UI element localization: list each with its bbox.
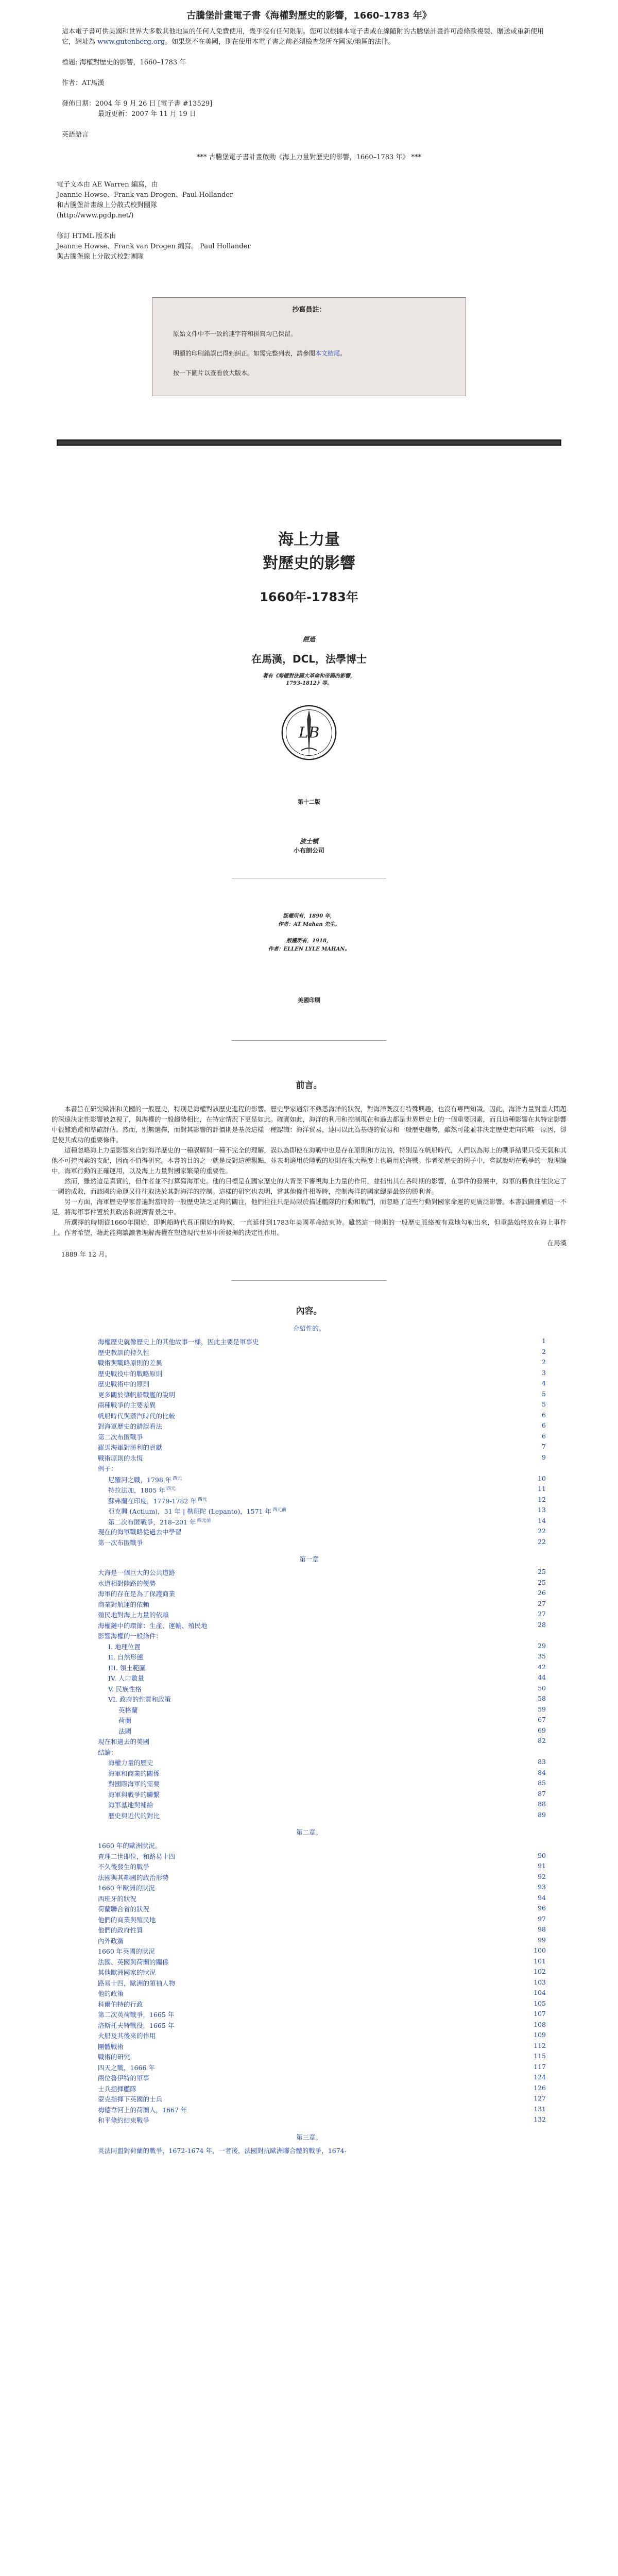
toc-page-number[interactable]: 101 [534, 1957, 546, 1965]
toc-entry[interactable] [52, 1357, 566, 1368]
toc-entry[interactable] [52, 1495, 566, 1505]
toc-page-number[interactable]: 82 [538, 1737, 546, 1744]
toc-page-number[interactable]: 22 [538, 1537, 546, 1546]
toc-entry-label[interactable]: 對海軍歷史的錯誤看法 [98, 1422, 163, 1430]
meta-title: 標題: 海權對歷史的影響，1660–1783 年 [62, 59, 186, 66]
toc-entry[interactable] [52, 1810, 566, 1821]
toc-page-number[interactable]: 117 [534, 2062, 546, 2071]
toc-page-number[interactable]: 92 [538, 1872, 546, 1880]
toc-entry-label[interactable]: 歷史戰術中的原則 [98, 1380, 150, 1388]
toc-era-label: 西元前 [197, 1518, 211, 1523]
toc-entry[interactable] [52, 1956, 566, 1967]
toc-entry-label[interactable]: III. 領土範圍 [108, 1664, 146, 1672]
toc-page-number[interactable]: 89 [538, 1810, 546, 1819]
toc-page-number[interactable]: 99 [538, 1936, 546, 1944]
toc-page-number[interactable]: 126 [534, 2083, 546, 2092]
toc-entry-label[interactable]: 他們的政府性質 [98, 1926, 143, 1934]
toc-entry[interactable] [52, 1903, 566, 1914]
toc-page-number[interactable]: 91 [538, 1862, 546, 1870]
toc-page-number[interactable]: 115 [534, 2052, 546, 2060]
toc-entry[interactable] [52, 1537, 566, 1548]
toc-page-number[interactable]: 25 [538, 1568, 546, 1575]
toc-page-number[interactable]: 42 [538, 1663, 546, 1671]
toc-entry-label[interactable]: 例子： [98, 1465, 117, 1472]
toc-entry-label[interactable]: 殖民地對海上力量的依賴 [98, 1611, 169, 1619]
toc-entry-label[interactable]: 荷蘭聯合省的狀況 [98, 1905, 150, 1913]
toc-entry-label[interactable]: 第二次英荷戰爭，1665 年 [98, 2011, 175, 2019]
toc-page-number[interactable]: 9 [542, 1453, 546, 1461]
toc-page-number[interactable]: 98 [538, 1925, 546, 1933]
toc-entry-label[interactable]: 對國際海軍的需要 [108, 1780, 160, 1788]
start-marker: *** 古騰堡電子書計畫啟動《海上力量對歷史的影響，1660–1783 年》 *** [196, 154, 422, 161]
toc-entry-label[interactable]: 現在的海軍戰略從過去中學習 [98, 1528, 182, 1536]
toc-era-label: 西元 [166, 1486, 176, 1492]
toc-entry[interactable] [52, 1347, 566, 1358]
preface-heading: 前言。 [296, 1080, 322, 1091]
toc-entry-label[interactable]: 第二次布匿戰爭 [98, 1433, 143, 1441]
toc-page-number[interactable]: 93 [538, 1883, 546, 1891]
toc-entry[interactable] [52, 2041, 566, 2052]
toc-group-heading[interactable]: 第三章。 [296, 2133, 322, 2141]
toc-page-number[interactable]: 104 [534, 1989, 546, 1996]
toc-entry-label[interactable]: 英格蘭 [118, 1706, 138, 1714]
toc-entry-label[interactable]: 更多關於槳帆船戰艦的說明 [98, 1391, 176, 1399]
toc-page-number[interactable]: 5 [542, 1389, 546, 1398]
table-of-contents [52, 1324, 566, 2155]
book-title-line: 對歷史的影響 [263, 554, 355, 572]
toc-page-number[interactable]: 28 [538, 1620, 546, 1629]
toc-entry-label[interactable]: 海軍的存在是為了保護商業 [98, 1590, 176, 1598]
toc-entry[interactable] [52, 2072, 566, 2083]
credit-line: (http://www.pgdp.net/) [57, 212, 134, 219]
toc-entry[interactable] [52, 1872, 566, 1883]
toc-entry[interactable] [52, 1672, 566, 1683]
toc-entry[interactable] [52, 1935, 566, 1946]
toc-entry[interactable] [52, 2104, 566, 2115]
toc-entry[interactable] [52, 1988, 566, 1998]
preface-paragraph: 然而，雖然這是真實的，但作者並不打算寫海軍史。他的目標是在國家歷史的大背景下審視海上力量的作用，並指出其在各時期的影響，在事件的發展中，海軍的勝負往往決定了一國的成敗，而該國的命運又往往取決於其對海洋的控制。這樣的研究也表明，當其他條件相等時，控制海洋的國家總是最終的勝利者。 [52, 1177, 567, 1195]
toc-entry[interactable] [52, 1768, 566, 1778]
toc-page-number[interactable]: 87 [538, 1789, 546, 1798]
toc-entry-label[interactable]: 歷史教訓的持久性 [98, 1348, 150, 1357]
toc-entry-label[interactable]: 火船及其後來的作用 [98, 2032, 156, 2040]
toc-entry[interactable] [52, 2093, 566, 2104]
toc-entry-label[interactable]: 海軍與戰爭的聯繫 [108, 1790, 160, 1799]
intro-text: 這本電子書可供美國和世界大多數其他地區的任何人免費使用，幾乎沒有任何限制。您可以根據本電子書或在線隨附的古騰堡計畫許可證條款複製、贈送或重新使用它，網址為 [62, 28, 544, 46]
toc-entry[interactable] [52, 1799, 566, 1810]
toc-entry-label[interactable]: IV. 人口數量 [108, 1674, 144, 1682]
toc-entry[interactable] [52, 1368, 566, 1379]
toc-entry-label[interactable]: 歷史與近代的對比 [108, 1811, 160, 1820]
toc-entry[interactable] [52, 1704, 566, 1715]
toc-entry-label[interactable]: 歷史戰役中的戰略原則 [98, 1369, 163, 1378]
toc-page-number[interactable]: 96 [538, 1904, 546, 1912]
credit-line: 電子文本由 AE Warren 編寫，由 [57, 181, 158, 189]
toc-entry[interactable] [52, 1778, 566, 1789]
preface-paragraph: 這種忽略海上力量影響來自對海洋歷史的一種誤解與一種不完全的理解，誤以為即使在海戰中也是存在原則和方法的，特別是在帆船時代，人們以為海上的戰爭結果只受天氣和其他不可控因素的支配，因而不值得研究。本書的目的之一就是反對這種觀點，並表明適用於陸戰的原則在很大程度上也適用於海戰。作者從歷史的例子中，嘗試說明在戰爭的一般理論中，海軍行動的正確運用，以及海上力量對國家繁榮的重要性。 [52, 1146, 567, 1175]
toc-page-number[interactable]: 27 [538, 1610, 546, 1618]
toc-entry-label[interactable]: 查理二世即位，和路易十四 [98, 1852, 176, 1860]
toc-entry[interactable] [52, 1882, 566, 1893]
toc-entry-label[interactable]: 法國、英國與荷蘭的關係 [98, 1958, 169, 1966]
toc-entry-label[interactable]: 1660 年的歐洲狀況。 [98, 1842, 162, 1850]
toc-entry-label[interactable]: 1660 年歐洲的狀況 [98, 1884, 155, 1892]
toc-entry[interactable] [52, 1840, 566, 1851]
toc-entry[interactable] [52, 1757, 566, 1768]
toc-page-number[interactable]: 4 [542, 1379, 546, 1387]
toc-entry[interactable] [52, 1588, 566, 1599]
toc-page-number[interactable]: 109 [534, 2031, 546, 2039]
book-title-line: 海上力量 [278, 531, 340, 549]
book-author: 在馬漢，DCL，法學博士 [251, 653, 367, 665]
toc-page-number[interactable]: 26 [538, 1589, 546, 1597]
toc-page-number[interactable]: 27 [538, 1599, 546, 1607]
ebook-metadata [62, 58, 566, 140]
toc-entry[interactable] [52, 1893, 566, 1904]
toc-entry-label[interactable]: 羅馬海軍對勝利的貢獻 [98, 1444, 163, 1451]
toc-entry[interactable] [52, 1484, 566, 1495]
toc-group-heading[interactable]: 第二章。 [296, 1828, 322, 1836]
toc-group-heading[interactable]: 第一章 [299, 1555, 319, 1563]
toc-entry[interactable] [52, 1945, 566, 1956]
toc-heading: 內容。 [296, 1306, 322, 1316]
toc-entry[interactable] [52, 1651, 566, 1662]
toc-page-number[interactable]: 29 [538, 1641, 546, 1650]
toc-entry-label[interactable]: 戰術的研究 [98, 2053, 130, 2061]
toc-entry[interactable] [52, 1567, 566, 1578]
toc-entry-label[interactable]: 海權歷史就像歷史上的其他故事一樣，因此主要是軍事史 [98, 1338, 259, 1346]
toc-page-number[interactable]: 6 [542, 1432, 546, 1440]
toc-entry[interactable] [52, 2051, 566, 2062]
toc-page-number[interactable]: 94 [538, 1893, 546, 1902]
toc-entry[interactable] [52, 2145, 566, 2156]
toc-page-number[interactable]: 107 [534, 2010, 546, 2018]
meta-language: 英語語言 [62, 131, 89, 139]
toc-page-number[interactable]: 6 [542, 1411, 546, 1419]
toc-entry[interactable] [52, 1977, 566, 1988]
rule [232, 1280, 386, 1281]
toc-entry[interactable] [52, 2009, 566, 2020]
toc-page-number[interactable]: 84 [538, 1768, 546, 1776]
toc-entry-label[interactable]: 海權鏈中的環節：生產、運輸、殖民地 [98, 1621, 208, 1630]
toc-page-number[interactable]: 2 [542, 1347, 546, 1355]
meta-updated: 最近更新：2007 年 11 月 19 日 [98, 110, 196, 118]
toc-entry-label[interactable]: 現在和過去的美國 [98, 1738, 150, 1745]
rule [232, 1040, 386, 1041]
publisher-emblem-icon [279, 703, 339, 762]
preface-paragraph: 所選擇的時期從1660年開始，即帆船時代真正開始的時候，一直延伸到1783年美國革命結束時。雖然這一時期的一般歷史脈絡被有意地勾勒出來，但重點始終放在海上事件上。作者希望，藉此能夠讓讀者理解海權在塑造現代世界中所發揮的決定性作用。 [52, 1218, 566, 1236]
toc-entry-label[interactable]: 他的政策 [98, 1990, 124, 1997]
toc-entry-label[interactable]: I. 地理位置 [108, 1642, 141, 1651]
toc-page-number[interactable]: 7 [542, 1443, 546, 1450]
toc-page-number[interactable]: 124 [534, 2073, 546, 2081]
toc-entry-label[interactable]: 兩位魯伊特的軍事 [98, 2074, 150, 2082]
toc-page-number[interactable]: 100 [534, 1946, 546, 1954]
toc-page-number[interactable]: 25 [538, 1578, 546, 1586]
toc-entry-label[interactable]: 海軍和商業的關係 [108, 1769, 160, 1777]
toc-entry-label[interactable]: 路易十四，歐洲的領袖人物 [98, 1979, 176, 1987]
toc-entry-label[interactable]: 帆船時代與蒸汽時代的比較 [98, 1412, 176, 1420]
toc-page-number[interactable]: 105 [534, 1999, 546, 2007]
toc-entry[interactable] [52, 2020, 566, 2030]
book-title [0, 528, 618, 605]
toc-entry-label[interactable]: 亞克興 (Actium)，31 年 | 勒班陀 (Lepanto)，1571 年 $^{西元前}$ [108, 1507, 286, 1516]
toc-entry[interactable] [52, 1641, 566, 1652]
preface-paragraph: 本書旨在研究歐洲和美國的一般歷史，特別是海權對該歷史進程的影響。歷史學家通常不熟悉海洋的狀況，對海洋既沒有特殊興趣，也沒有專門知識。因此，海洋力量對重大問題的深遠決定性影響被忽視了，與海權的一般趨勢相比，在特定情況下更是如此。確實如此，海洋的利用和控制現在和過去都是世界歷史上的一個重要因素，而且這種影響在其特定影響中很難追蹤和準確評估。然而，別無選擇，而對其影響的評價則是基於這樣一種認識：海洋貿易，連同以此為基礎的貿易和一般歷史趨勢，雖然可能並非決定歷史走向的唯一原因，卻是使其成功的重要條件。 [52, 1105, 567, 1144]
toc-entry-label[interactable]: 水道相對陸路的優勢 [98, 1579, 156, 1587]
toc-entry[interactable] [52, 1378, 566, 1389]
note-line: 按一下圖片以查看放大版本。 [173, 369, 254, 377]
toc-entry[interactable] [52, 2083, 566, 2094]
end-of-text-link[interactable]: 本文結尾 [315, 350, 340, 357]
toc-entry[interactable] [52, 1620, 566, 1631]
toc-entry[interactable] [52, 1452, 566, 1463]
toc-entry[interactable] [52, 1693, 566, 1704]
note-heading: 抄寫員註： [292, 306, 326, 314]
toc-entry[interactable] [52, 1399, 566, 1410]
copyright: 版權所有，1890 年， 作者：AT Mahan 先生。 版權所有，1918， 作者：ELLEN LYLE MAHAN。 [268, 913, 350, 952]
toc-entry[interactable] [52, 1505, 566, 1516]
toc-entry-label[interactable]: 不久後發生的戰爭 [98, 1863, 150, 1871]
toc-entry-label[interactable]: 西班牙的狀況 [98, 1894, 137, 1903]
toc-page-number[interactable]: 102 [534, 1968, 546, 1975]
toc-page-number[interactable]: 112 [534, 2041, 546, 2049]
intro-text-end: 。如果您不在美國，則在使用本電子書之前必須檢查您所在國家/地區的法律。 [165, 38, 395, 46]
printer-line: 美國印刷 [298, 997, 320, 1004]
license-intro [62, 27, 556, 47]
toc-entry[interactable] [52, 1609, 566, 1620]
book-years: 1660年-1783年 [260, 590, 358, 604]
toc-page-number[interactable]: 14 [538, 1516, 546, 1524]
toc-entry[interactable] [52, 1578, 566, 1588]
toc-entry-label[interactable]: 和平條約結束戰爭 [98, 2116, 150, 2124]
toc-entry[interactable] [52, 1747, 566, 1757]
toc-entry-label[interactable]: 影響海權的一般條件： [98, 1632, 163, 1640]
toc-entry[interactable] [52, 1442, 566, 1452]
toc-entry-label[interactable]: 蘇弗蘭在印度，1779-1782 年 $^{西元}$ [108, 1497, 207, 1505]
credit-line: Jeannie Howse、Frank van Drogen、Paul Hollander [57, 191, 233, 199]
toc-page-number[interactable]: 59 [538, 1705, 546, 1713]
toc-entry[interactable] [52, 1736, 566, 1747]
toc-page-number[interactable]: 13 [538, 1506, 546, 1514]
toc-entry[interactable] [52, 2030, 566, 2041]
toc-entry[interactable] [52, 1410, 566, 1421]
toc-page-number[interactable]: 103 [534, 1978, 546, 1986]
toc-entry-label[interactable]: 尼羅河之戰，1798 年 $^{西元}$ [108, 1476, 182, 1484]
toc-entry[interactable] [52, 1861, 566, 1872]
toc-entry[interactable] [52, 1431, 566, 1442]
toc-entry-label[interactable]: 士兵指揮艦隊 [98, 2084, 137, 2093]
toc-entry[interactable] [52, 2062, 566, 2073]
toc-entry[interactable] [52, 1789, 566, 1800]
toc-page-number[interactable]: 2 [542, 1358, 546, 1366]
toc-entry-label[interactable]: 戰術原則的永恆 [98, 1454, 143, 1462]
toc-entry-label[interactable]: II. 自然形態 [108, 1653, 143, 1661]
toc-entry-label[interactable]: 四天之戰，1666 年 [98, 2063, 155, 2072]
author-works: 著有《海權對法國大革命和帝國的影響， 1793-1812》等。 [263, 673, 355, 686]
note-line: 原始文件中不一致的連字符和拼寫均已保留。 [173, 330, 297, 337]
toc-entry[interactable] [52, 1336, 566, 1347]
by-label: 經過 [302, 636, 315, 643]
toc-entry-label[interactable]: 內外政黨 [98, 1937, 124, 1945]
toc-page-number[interactable]: 97 [538, 1914, 546, 1923]
toc-page-number[interactable]: 1 [542, 1337, 546, 1345]
credit-line: 與古騰堡線上分散式校對團隊 [57, 253, 144, 261]
toc-page-number[interactable]: 83 [538, 1758, 546, 1766]
credit-line: 和古騰堡計畫線上分散式校對團隊 [57, 201, 158, 209]
toc-page-number[interactable]: 67 [538, 1716, 546, 1723]
toc-page-number[interactable]: 90 [538, 1851, 546, 1859]
toc-entry[interactable] [52, 1851, 566, 1861]
toc-page-number[interactable]: 132 [534, 2115, 546, 2123]
title-page [0, 635, 618, 1041]
toc-page-number[interactable]: 11 [538, 1485, 546, 1493]
toc-entry-label[interactable]: 蒙克指揮下英國的士兵 [98, 2095, 163, 2103]
toc-page-number[interactable]: 6 [542, 1421, 546, 1429]
toc-entry[interactable] [52, 1463, 566, 1473]
toc-entry-label[interactable]: 其他歐洲國家的狀況 [98, 1969, 156, 1976]
toc-entry[interactable] [52, 1389, 566, 1400]
toc-entry-label[interactable]: 他們的商業與殖民地 [98, 1916, 156, 1924]
preface-body [52, 1104, 566, 1260]
toc-entry[interactable] [52, 1998, 566, 2009]
toc-page-number[interactable]: 44 [538, 1673, 546, 1681]
toc-entry-label[interactable]: 大海是一個巨大的公共道路 [98, 1569, 176, 1577]
toc-entry[interactable] [52, 1630, 566, 1641]
toc-entry[interactable] [52, 1924, 566, 1935]
toc-entry[interactable] [52, 1914, 566, 1925]
toc-group-heading[interactable]: 介紹性的。 [293, 1325, 325, 1332]
toc-entry-label[interactable]: 團體戰術 [98, 2042, 124, 2050]
toc-page-number[interactable]: 131 [534, 2105, 546, 2113]
transcriber-note [152, 297, 466, 396]
toc-entry[interactable] [52, 1967, 566, 1977]
toc-page-number[interactable]: 69 [538, 1726, 546, 1734]
toc-page-number[interactable]: 35 [538, 1652, 546, 1660]
toc-page-number[interactable]: 85 [538, 1779, 546, 1787]
toc-page-number[interactable]: 3 [542, 1368, 546, 1377]
toc-entry-label[interactable]: V. 民族性格 [108, 1685, 142, 1693]
toc-era-label: 西元前 [272, 1507, 286, 1513]
preface-signature: 在馬漢 [547, 1239, 566, 1247]
toc-era-label: 西元 [197, 1497, 207, 1502]
toc-entry-label[interactable]: 科爾伯特的行政 [98, 2000, 143, 2008]
toc-entry-label[interactable]: 荷蘭 [118, 1717, 132, 1724]
toc-entry-label[interactable]: 海權力量的歷史 [108, 1759, 153, 1767]
credits [57, 180, 566, 262]
toc-entry-label[interactable]: 1660 年英國的狀況 [98, 1947, 155, 1955]
toc-entry-label[interactable]: 戰術與戰略原則的差異 [98, 1359, 163, 1367]
toc-page-number[interactable]: 58 [538, 1694, 546, 1702]
toc-entry[interactable] [52, 1420, 566, 1431]
toc-page-number[interactable]: 12 [538, 1495, 546, 1503]
toc-entry[interactable] [52, 1526, 566, 1537]
toc-entry-label[interactable]: 結論： [98, 1748, 117, 1756]
note-line: 明顯的印刷錯誤已得到糾正。如需完整列表，請參閱本文結尾。 [173, 350, 347, 357]
toc-entry-label[interactable]: 英法同盟對荷蘭的戰爭，1672-1674 年，一者後，法國對抗歐洲聯合體的戰爭，1674- [98, 2146, 347, 2155]
toc-entry-label[interactable]: 兩種戰爭的主要差異 [98, 1401, 156, 1409]
toc-entry[interactable] [52, 1683, 566, 1694]
toc-entry-label[interactable]: 海軍基地與補給 [108, 1801, 153, 1809]
toc-page-number[interactable]: 108 [534, 2020, 546, 2028]
preface-date: 1889 年 12 月。 [61, 1250, 111, 1258]
toc-page-number[interactable]: 10 [538, 1474, 546, 1482]
section-divider [57, 439, 561, 446]
toc-entry[interactable] [52, 1725, 566, 1736]
toc-page-number[interactable]: 50 [538, 1684, 546, 1692]
toc-entry[interactable] [52, 1599, 566, 1609]
edition: 第十二版 [298, 799, 320, 805]
page-title: 古騰堡計畫電子書《海權對歷史的影響，1660–1783 年》 [186, 10, 432, 21]
toc-entry-label[interactable]: 梅德韋河上的荷蘭人，1667 年 [98, 2106, 187, 2114]
toc-entry-label[interactable]: 法國 [118, 1727, 132, 1735]
meta-author: 作者：AT馬漢 [62, 79, 105, 87]
toc-entry-label[interactable]: 第二次布匿戰爭，218–201 年 $^{西元前}$ [108, 1518, 211, 1526]
toc-entry[interactable] [52, 1473, 566, 1484]
toc-entry[interactable] [52, 2114, 566, 2125]
toc-era-label: 西元 [173, 1476, 182, 1481]
credit-line: 修訂 HTML 版本由 [57, 232, 116, 240]
toc-entry-label[interactable]: 法國與其鄰國的政治形勢 [98, 1873, 169, 1882]
credit-line: Jeannie Howse、Frank van Drogen 編寫。 Paul Hollander [57, 243, 251, 250]
publisher: 波士頓 小布朗公司 [293, 838, 324, 854]
toc-page-number[interactable]: 127 [534, 2094, 546, 2102]
svg-text:LB: LB [298, 723, 320, 741]
toc-entry-label[interactable]: 商業對航運的依賴 [98, 1600, 150, 1608]
preface-paragraph: 另一方面，海軍歷史學家普遍對當時的一般歷史缺乏足夠的關注，他們往往只是局限於描述艦隊的行動和戰鬥，而忽略了這些行動對國家命運的更廣泛影響。本書試圖彌補這一不足，將海軍事件置於其政治和經濟背景之中。 [52, 1198, 567, 1216]
toc-page-number[interactable]: 22 [538, 1527, 546, 1535]
toc-entry-label[interactable]: VI. 政府的性質和政策 [108, 1696, 171, 1703]
toc-entry[interactable] [52, 1662, 566, 1673]
toc-entry[interactable] [52, 1516, 566, 1527]
meta-release: 發佈日期：2004 年 9 月 26 日 [電子書 #13529] [62, 100, 213, 108]
toc-entry[interactable] [52, 1715, 566, 1725]
toc-page-number[interactable]: 5 [542, 1400, 546, 1408]
toc-entry-label[interactable]: 第一次布匿戰爭 [98, 1538, 143, 1547]
gutenberg-link[interactable]: www.gutenberg.org [97, 38, 165, 46]
toc-entry-label[interactable]: 特拉法加，1805 年 $^{西元}$ [108, 1486, 176, 1495]
toc-page-number[interactable]: 88 [538, 1800, 546, 1808]
toc-entry-label[interactable]: 洛斯托夫特戰役，1665 年 [98, 2021, 175, 2029]
